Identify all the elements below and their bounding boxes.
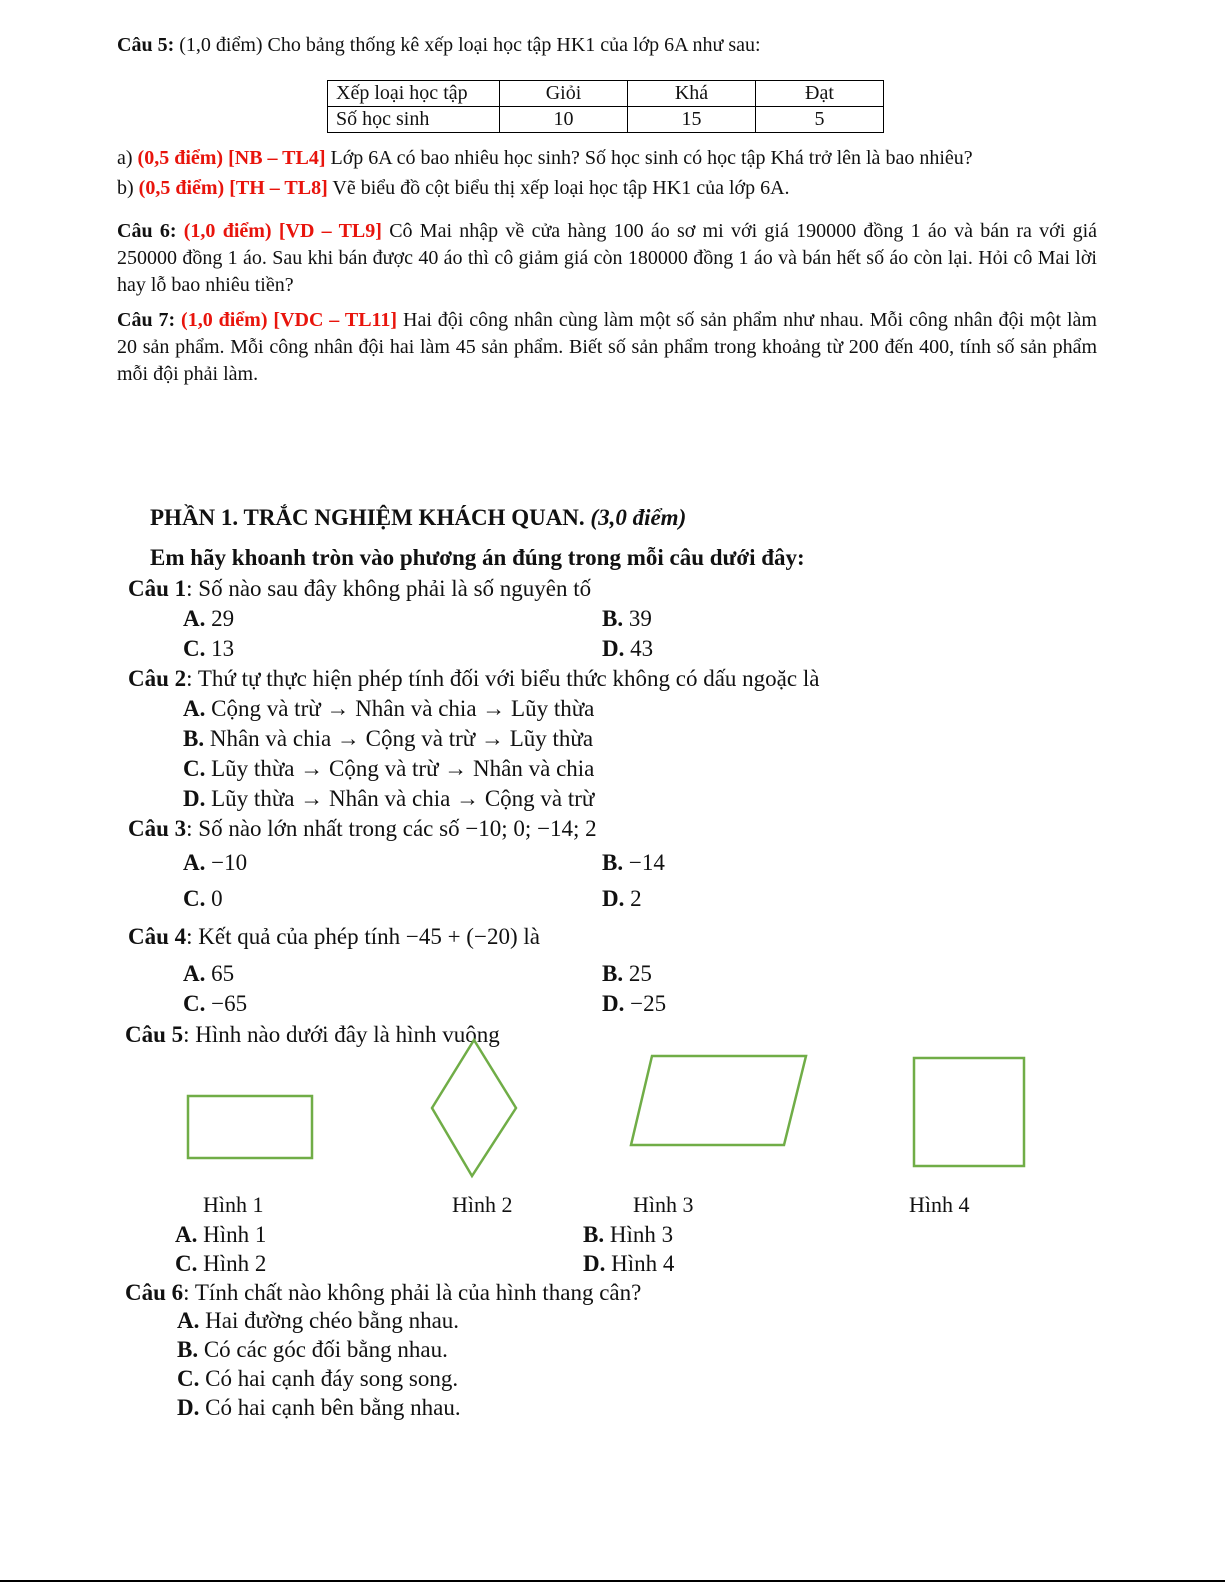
option-c[interactable]: C. 13 <box>183 636 235 661</box>
mc-q2-stem: Câu 2: Thứ tự thực hiện phép tính đối với biểu thức không có dấu ngoặc là <box>128 666 820 691</box>
option-a[interactable]: A. 29 <box>183 606 235 631</box>
table-cell: 10 <box>500 107 628 133</box>
table-row <box>328 107 884 133</box>
point-tag: (0,5 điểm) [TH – TL8] <box>138 177 328 199</box>
table-cell: 5 <box>756 107 884 133</box>
option-c[interactable]: C. Hình 2 <box>175 1251 267 1276</box>
figure-label-1: Hình 1 <box>203 1192 264 1217</box>
essay-q5-stem: Câu 5: (1,0 điểm) Cho bảng thống kê xếp loại học tập HK1 của lớp 6A như sau: <box>117 34 761 56</box>
shape-parallelogram <box>631 1056 806 1145</box>
essay-q7: Câu 7: (1,0 điểm) [VDC – TL11] Hai đội công nhân cùng làm một số sản phẩm như nhau. Mỗi công nhân đội một làm 20 sản phẩm. Mỗi công nhân đội hai làm 45 sản phẩm. Biết số sản phẩm trong khoảng từ 200 đến 400, tính số sản phẩm mỗi đội phải làm. <box>117 309 1097 385</box>
q-number: Câu 5: <box>117 34 175 56</box>
option-d[interactable]: D. Có hai cạnh bên bằng nhau. <box>177 1395 461 1420</box>
table-cell: Giỏi <box>500 81 628 107</box>
option-c[interactable]: C. 0 <box>183 886 223 911</box>
mc-q3-stem: Câu 3: Số nào lớn nhất trong các số −10; 0; −14; 2 <box>128 816 597 841</box>
option-c[interactable]: C. −65 <box>183 991 248 1016</box>
mc-q4-stem: Câu 4: Kết quả của phép tính −45 + (−20) là <box>128 924 540 949</box>
option-b[interactable]: B. −14 <box>602 850 665 875</box>
option-b[interactable]: B. Hình 3 <box>583 1222 674 1247</box>
point-tag: (1,0 điểm) [VD – TL9] <box>176 220 382 242</box>
q-number: Câu 6: <box>117 220 177 242</box>
table-cell: 15 <box>628 107 756 133</box>
mc-q1-stem: Câu 1: Số nào sau đây không phải là số nguyên tố <box>128 576 592 601</box>
essay-q6: Câu 6: (1,0 điểm) [VD – TL9] Cô Mai nhập về cửa hàng 100 áo sơ mi với giá 190000 đồng 1 áo và bán ra với giá 250000 đồng 1 áo. Sau khi bán được 40 áo thì cô giảm giá còn 180000 đồng 1 áo và bán hết số áo còn lại. Hỏi cô Mai lời hay lỗ bao nhiêu tiền? <box>117 220 1098 296</box>
option-d[interactable]: D. −25 <box>602 991 667 1016</box>
table-cell: Đạt <box>756 81 884 107</box>
option-a[interactable]: A. Hai đường chéo bằng nhau. <box>177 1308 460 1333</box>
mc-q5-stem: Câu 5: Hình nào dưới đây là hình vuông <box>125 1022 500 1047</box>
section-heading: PHẦN 1. TRẮC NGHIỆM KHÁCH QUAN. (3,0 điểm) <box>150 505 687 530</box>
table-cell: Khá <box>628 81 756 107</box>
table-header-row <box>328 81 884 107</box>
mc-q6-stem: Câu 6: Tính chất nào không phải là của hình thang cân? <box>125 1280 642 1305</box>
table-cell: Xếp loại học tập <box>328 81 500 107</box>
instruction: Em hãy khoanh tròn vào phương án đúng trong mỗi câu dưới đây: <box>150 545 805 570</box>
option-b[interactable]: B. 39 <box>602 606 652 631</box>
option-a[interactable]: A. 65 <box>183 961 235 986</box>
essay-q5-part-b: b) (0,5 điểm) [TH – TL8] Vẽ biểu đồ cột biểu thị xếp loại học tập HK1 của lớp 6A. <box>117 177 790 199</box>
option-d[interactable]: D. Hình 4 <box>583 1251 675 1276</box>
option-b[interactable]: B. 25 <box>602 961 652 986</box>
shape-square <box>914 1058 1024 1166</box>
option-a[interactable]: A. Cộng và trừ → Nhân và chia → Lũy thừa <box>183 696 595 721</box>
figure-label-3: Hình 3 <box>633 1192 694 1217</box>
figure-label-4: Hình 4 <box>909 1192 970 1217</box>
option-c[interactable]: C. Có hai cạnh đáy song song. <box>177 1366 459 1391</box>
point-tag: (1,0 điểm) [VDC – TL11] <box>175 309 398 331</box>
option-d[interactable]: D. 43 <box>602 636 654 661</box>
point-tag: (0,5 điểm) [NB – TL4] <box>137 147 326 169</box>
page-bottom-rule <box>0 1580 1225 1582</box>
table-cell: Số học sinh <box>328 107 500 133</box>
shape-rhombus <box>432 1040 516 1176</box>
shape-rectangle <box>188 1096 312 1158</box>
option-d[interactable]: D. Lũy thừa → Nhân và chia → Cộng và trừ <box>183 786 595 811</box>
option-a[interactable]: A. −10 <box>183 850 248 875</box>
stats-table <box>327 80 884 133</box>
option-c[interactable]: C. Lũy thừa → Cộng và trừ → Nhân và chia <box>183 756 595 781</box>
essay-q5-part-a: a) (0,5 điểm) [NB – TL4] Lớp 6A có bao nhiêu học sinh? Số học sinh có học tập Khá trở lên là bao nhiêu? <box>117 147 973 169</box>
option-b[interactable]: B. Nhân và chia → Cộng và trừ → Lũy thừa <box>183 726 594 751</box>
q-number: Câu 7: <box>117 309 176 331</box>
option-a[interactable]: A. Hình 1 <box>175 1222 267 1247</box>
option-d[interactable]: D. 2 <box>602 886 642 911</box>
figure-label-2: Hình 2 <box>452 1192 513 1217</box>
option-b[interactable]: B. Có các góc đối bằng nhau. <box>177 1337 448 1362</box>
